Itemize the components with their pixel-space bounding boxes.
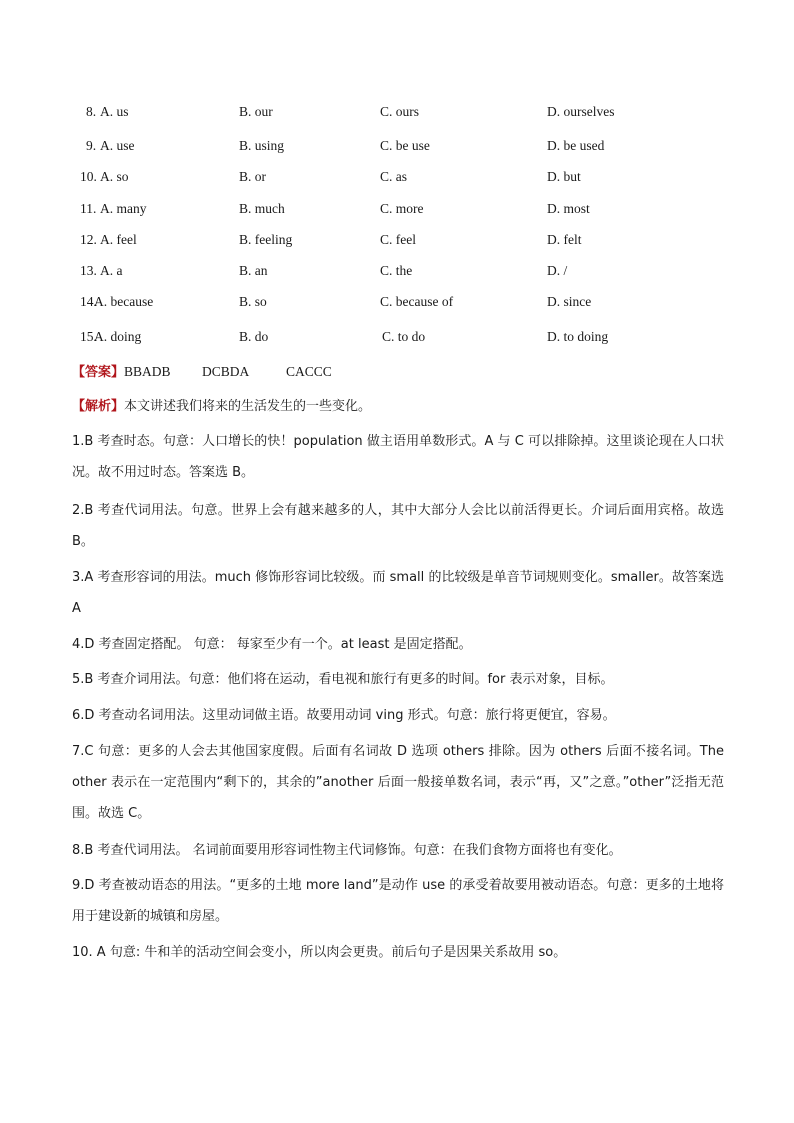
option-b: B. do <box>239 329 269 344</box>
option-a: A. a <box>100 263 123 278</box>
option-a: A. us <box>100 104 129 119</box>
question-options-row <box>0 136 794 156</box>
option-b: B. much <box>239 201 285 216</box>
option-d: D. be used <box>547 138 605 153</box>
option-b: B. so <box>239 294 267 309</box>
answer-label: 【答案】 <box>72 365 125 380</box>
option-a: A. because <box>94 294 154 309</box>
question-number: 11. <box>80 201 97 216</box>
option-c: C. to do <box>382 329 426 344</box>
question-number: 12. <box>80 232 97 247</box>
option-d: D. to doing <box>547 329 609 344</box>
question-number: 15. <box>80 329 97 344</box>
option-b: B. or <box>239 169 266 184</box>
option-c: C. feel <box>380 232 416 247</box>
answer-group-3: CACCC <box>286 364 332 379</box>
question-options-row <box>0 102 794 122</box>
analysis-intro <box>72 391 724 422</box>
option-b: B. an <box>239 263 268 278</box>
option-b: B. our <box>239 104 273 119</box>
option-a: A. feel <box>100 232 137 247</box>
analysis-item: 4.D 考查固定搭配。 句意： 每家至少有一个。at least 是固定搭配。 <box>72 637 472 652</box>
analysis-item: 8.B 考查代词用法。 名词前面要用形容词性物主代词修饰。句意：在我们食物方面将也有变化。 <box>72 843 622 858</box>
question-options-row <box>0 327 794 347</box>
analysis-item: 6.D 考查动名词用法。这里动词做主语。故要用动词 ving 形式。句意：旅行将更便宜，容易。 <box>72 708 616 723</box>
option-d: D. since <box>547 294 592 309</box>
analysis-label: 【解析】 <box>72 399 125 414</box>
option-d: D. felt <box>547 232 582 247</box>
analysis-item: 3.A 考查形容词的用法。much 修饰形容词比较级。而 small 的比较级是单音节词规则变化。smaller。故答案选 A <box>72 570 724 616</box>
question-number: 13. <box>80 263 97 278</box>
option-b: B. feeling <box>239 232 293 247</box>
question-options-row <box>0 199 794 219</box>
question-number: 9. <box>86 138 97 153</box>
question-options-row <box>0 167 794 187</box>
analysis-item: 7.C 句意：更多的人会去其他国家度假。后面有名词故 D 选项 others 排除。因为 others 后面不接名词。The other 表示在一定范围内“剩下的，其余的”another 后面一般接单数名词，表示“再，又”之意。”other”泛指无范围。故选 C。 <box>72 744 724 821</box>
analysis-intro-text: 本文讲述我们将来的生活发生的一些变化。 <box>124 399 372 414</box>
option-c: C. because of <box>380 294 454 309</box>
answer-group-1: BBADB <box>124 364 171 379</box>
question-number: 14. <box>80 294 97 309</box>
analysis-item: 9.D 考查被动语态的用法。“更多的土地 more land”是动作 use 的承受着故要用被动语态。句意：更多的土地将用于建设新的城镇和房屋。 <box>72 878 724 924</box>
analysis-item: 1.B 考查时态。句意：人口增长的快！population 做主语用单数形式。A 与 C 可以排除掉。这里谈论现在人口状况。故不用过时态。答案选 B。 <box>72 434 724 480</box>
option-c: C. more <box>380 201 424 216</box>
option-d: D. ourselves <box>547 104 615 119</box>
question-options-row <box>0 261 794 281</box>
option-a: A. so <box>100 169 129 184</box>
option-c: C. the <box>380 263 413 278</box>
question-number: 10. <box>80 169 97 184</box>
option-d: D. / <box>547 263 568 278</box>
option-c: C. as <box>380 169 407 184</box>
analysis-item: 5.B 考查介词用法。句意：他们将在运动，看电视和旅行有更多的时间。for 表示对象，目标。 <box>72 672 614 687</box>
option-d: D. but <box>547 169 581 184</box>
answer-group-2: DCBDA <box>202 364 250 379</box>
option-b: B. using <box>239 138 285 153</box>
answer-key-row <box>72 362 332 382</box>
analysis-item: 10. A 句意: 牛和羊的活动空间会变小，所以肉会更贵。前后句子是因果关系故用 so。 <box>72 945 567 960</box>
option-c: C. be use <box>380 138 430 153</box>
option-c: C. ours <box>380 104 420 119</box>
analysis-item: 2.B 考查代词用法。句意。世界上会有越来越多的人，其中大部分人会比以前活得更长。介词后面用宾格。故选 B。 <box>72 503 724 549</box>
option-d: D. most <box>547 201 590 216</box>
option-a: A. use <box>100 138 135 153</box>
option-a: A. doing <box>94 329 142 344</box>
question-number: 8. <box>86 104 97 119</box>
option-a: A. many <box>100 201 147 216</box>
question-options-row <box>0 292 794 312</box>
question-options-row <box>0 230 794 250</box>
